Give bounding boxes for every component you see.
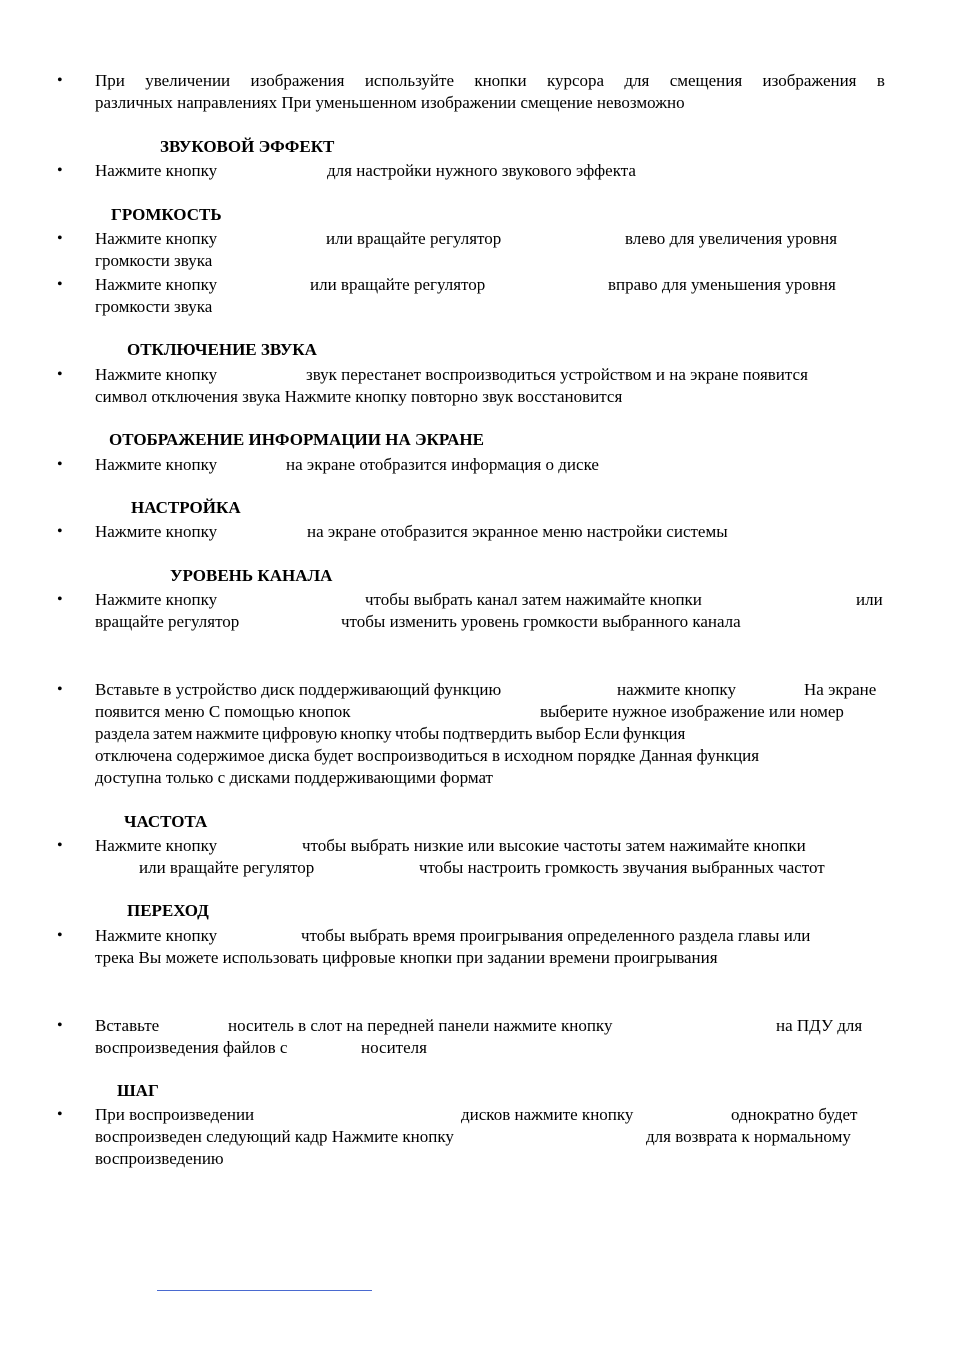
heading-volume: ГРОМКОСТЬ (111, 205, 222, 224)
step-c: однократно будет (731, 1105, 858, 1124)
bullet: • (57, 162, 63, 179)
goto-text-a: Нажмите кнопку (95, 926, 218, 945)
goto-text-b: чтобы выбрать время проигрывания определенного раздела главы или (301, 926, 811, 945)
step-b: дисков нажмите кнопку (461, 1105, 634, 1124)
heading-display: ОТОБРАЖЕНИЕ ИНФОРМАЦИИ НА ЭКРАНЕ (109, 430, 484, 449)
usb-line-2b: носителя (361, 1038, 427, 1057)
sound-effect-text-b: для настройки нужного звукового эффекта (327, 161, 636, 180)
volume-down-b: или вращайте регулятор (310, 275, 486, 294)
channel-c: или (856, 590, 883, 609)
frequency-text-b: чтобы выбрать низкие или высокие частоты затем нажимайте кнопки (302, 836, 806, 855)
bullet: • (57, 523, 63, 540)
heading-setup: НАСТРОЙКА (131, 498, 241, 517)
step-line-2b: для возврата к нормальному (646, 1127, 851, 1146)
channel-line-2a: вращайте регулятор (95, 612, 240, 631)
heading-step: ШАГ (117, 1081, 159, 1100)
heading-channel-level: УРОВЕНЬ КАНАЛА (170, 566, 333, 585)
volume-up-c: влево для увеличения уровня (625, 229, 838, 248)
usb-a: Вставьте (95, 1016, 160, 1035)
pbc-line-2b: выберите нужное изображение или номер (540, 702, 844, 721)
footnote-separator (157, 1290, 372, 1291)
volume-down-a: Нажмите кнопку (95, 275, 218, 294)
bullet: • (57, 1017, 63, 1034)
zoom-line-1: При увеличении изображения используйте кнопки курсора для смещения изображения в (95, 71, 885, 90)
bullet: • (57, 591, 63, 608)
pbc-line-3: раздела затем нажмите цифровую кнопку чтобы подтвердить выбор Если функция (95, 724, 686, 743)
setup-text-a: Нажмите кнопку (95, 522, 218, 541)
step-a: При воспроизведении (95, 1105, 255, 1124)
mute-line-2: символ отключения звука Нажмите кнопку повторно звук восстановится (95, 387, 623, 406)
setup-text-b: на экране отобразится экранное меню настройки системы (307, 522, 728, 541)
display-text-b: на экране отобразится информация о диске (286, 455, 599, 474)
volume-down-cont: громкости звука (95, 297, 213, 316)
bullet: • (57, 1106, 63, 1123)
volume-up-a: Нажмите кнопку (95, 229, 218, 248)
heading-mute: ОТКЛЮЧЕНИЕ ЗВУКА (127, 340, 317, 359)
usb-line-2a: воспроизведения файлов с (95, 1038, 288, 1057)
bullet: • (57, 366, 63, 383)
bullet: • (57, 72, 63, 89)
bullet: • (57, 837, 63, 854)
pbc-line-5: доступна только с дисками поддерживающими формат (95, 768, 493, 787)
channel-line-2b: чтобы изменить уровень громкости выбранного канала (341, 612, 741, 631)
volume-up-b: или вращайте регулятор (326, 229, 502, 248)
frequency-line-2b: чтобы настроить громкость звучания выбранных частот (419, 858, 825, 877)
channel-b: чтобы выбрать канал затем нажимайте кнопки (365, 590, 702, 609)
goto-line-2: трека Вы можете использовать цифровые кнопки при задании времени проигрывания (95, 948, 718, 967)
bullet: • (57, 681, 63, 698)
mute-text-a: Нажмите кнопку (95, 365, 218, 384)
sound-effect-text-a: Нажмите кнопку (95, 161, 218, 180)
pbc-b: нажмите кнопку (617, 680, 736, 699)
bullet: • (57, 276, 63, 293)
bullet: • (57, 927, 63, 944)
frequency-line-2a: или вращайте регулятор (139, 858, 315, 877)
step-line-3: воспроизведению (95, 1149, 224, 1168)
bullet: • (57, 456, 63, 473)
heading-frequency: ЧАСТОТА (124, 812, 208, 831)
volume-down-c: вправо для уменьшения уровня (608, 275, 836, 294)
pbc-c: На экране (804, 680, 877, 699)
pbc-line-4: отключена содержимое диска будет воспроизводиться в исходном порядке Данная функция (95, 746, 760, 765)
heading-sound-effect: ЗВУКОВОЙ ЭФФЕКТ (160, 137, 335, 156)
channel-a: Нажмите кнопку (95, 590, 218, 609)
pbc-line-2a: появится меню С помощью кнопок (95, 702, 351, 721)
pbc-a: Вставьте в устройство диск поддерживающий функцию (95, 680, 502, 699)
step-line-2a: воспроизведен следующий кадр Нажмите кнопку (95, 1127, 454, 1146)
bullet: • (57, 230, 63, 247)
usb-b: носитель в слот на передней панели нажмите кнопку (228, 1016, 613, 1035)
frequency-text-a: Нажмите кнопку (95, 836, 218, 855)
zoom-line-2: различных направлениях При уменьшенном изображении смещение невозможно (95, 93, 685, 112)
display-text-a: Нажмите кнопку (95, 455, 218, 474)
mute-text-b: звук перестанет воспроизводиться устройством и на экране появится (306, 365, 808, 384)
volume-up-cont: громкости звука (95, 251, 213, 270)
heading-goto: ПЕРЕХОД (127, 901, 209, 920)
usb-c: на ПДУ для (776, 1016, 863, 1035)
